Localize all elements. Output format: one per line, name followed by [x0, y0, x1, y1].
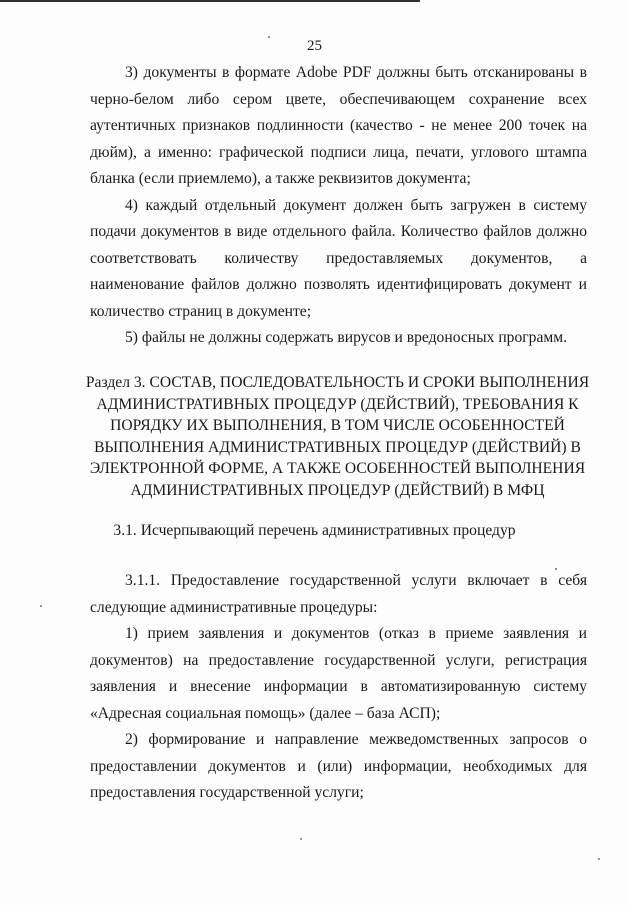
scan-speck — [268, 36, 270, 38]
paragraph-item-3: 3) документы в формате Adobe PDF должны быть отсканированы в черно-белом либо сером цвете, обеспечивающем сохранение всех аутентичных признаков подлинности (качество - не менее 200 точек на дюйм), а именно: графической подписи лица, печати, углового штампа бланка (если приемлемо), а также реквизитов документа; — [90, 64, 587, 187]
scan-speck — [300, 838, 302, 840]
subsection-heading: 3.1. Исчерпывающий перечень административных процедур — [113, 522, 516, 539]
scan-speck — [598, 858, 600, 860]
section-heading: Раздел 3. СОСТАВ, ПОСЛЕДОВАТЕЛЬНОСТЬ И СРОКИ ВЫПОЛНЕНИЯ АДМИНИСТРАТИВНЫХ ПРОЦЕДУР (ДЕЙСТВИЙ), ТРЕБОВАНИЯ К ПОРЯДКУ ИХ ВЫПОЛНЕНИЯ, В ТОМ ЧИСЛЕ ОСОБЕННОСТЕЙ ВЫПОЛНЕНИЯ АДМИНИСТРАТИВНЫХ ПРОЦЕДУР (ДЕЙСТВИЙ) В ЭЛЕКТРОННОЙ ФОРМЕ, А ТАКЖЕ ОСОБЕННОСТЕЙ ВЫПОЛНЕНИЯ АДМИНИСТРАТИВНЫХ ПРОЦЕДУР (ДЕЙСТВИЙ) В МФЦ — [85, 374, 590, 499]
paragraph-procedure-2: 2) формирование и направление межведомственных запросов о предоставлении документов и (или) информации, необходимых для предоставления государственной услуги; — [90, 731, 587, 801]
scan-top-edge — [0, 0, 420, 2]
paragraph-item-5: 5) файлы не должны содержать вирусов и вредоносных программ. — [125, 329, 568, 346]
paragraph-item-4: 4) каждый отдельный документ должен быть загружен в систему подачи документов в виде отдельного файла. Количество файлов должно соответствовать количеству предоставляемых документов, а наименование файлов должно позволять идентифицировать документ и количество страниц в документе; — [90, 196, 587, 320]
scan-speck — [40, 605, 42, 607]
scan-speck — [555, 568, 557, 570]
bottom-paragraphs — [90, 568, 587, 807]
top-paragraphs — [90, 60, 587, 352]
paragraph-procedure-1: 1) прием заявления и документов (отказ в приеме заявления и документов) на предоставление государственной услуги, регистрация заявления и внесение информации в автоматизированную систему «Адресная социальная помощь» (далее – база АСП); — [90, 625, 587, 722]
page-number: 25 — [307, 38, 322, 54]
paragraph-3-1-1: 3.1.1. Предоставление государственной услуги включает в себя следующие административные процедуры: — [90, 572, 587, 616]
